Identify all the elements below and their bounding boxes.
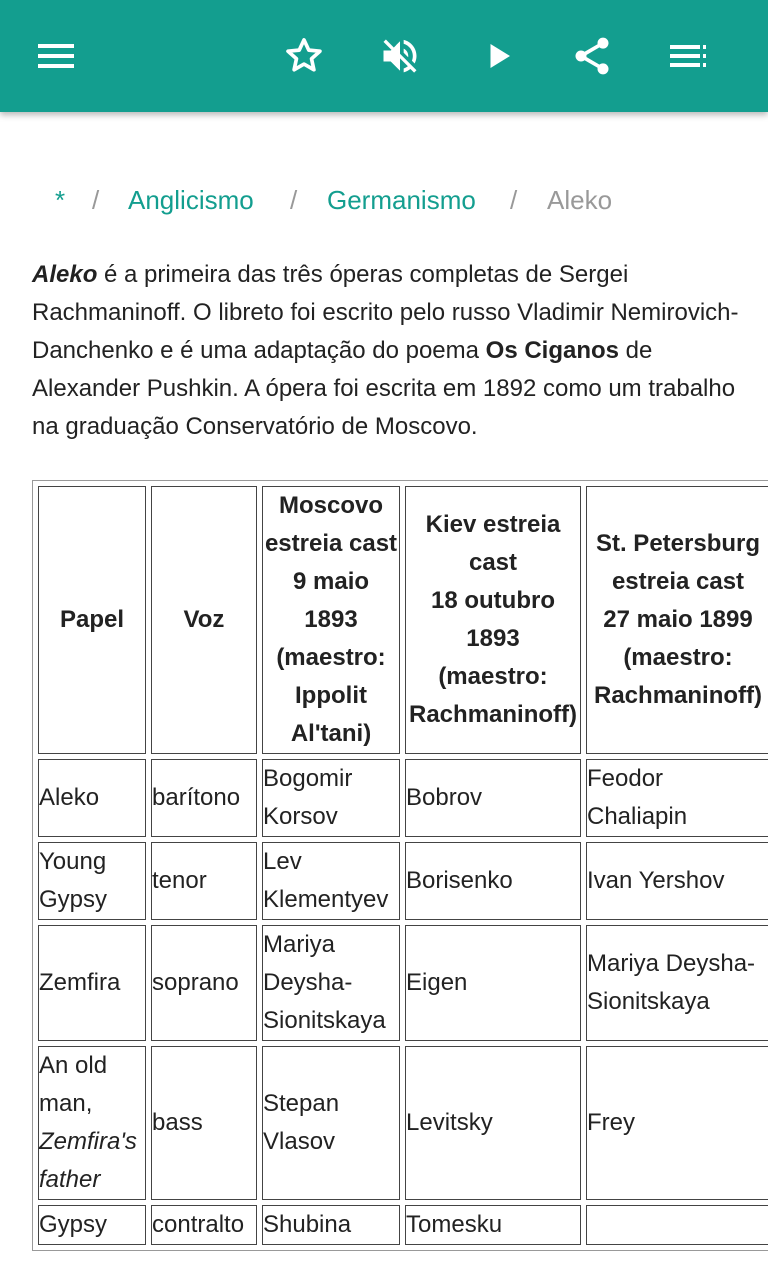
article-title-word: Aleko xyxy=(32,261,98,288)
article-intro xyxy=(32,256,742,446)
app-toolbar xyxy=(0,0,768,112)
share-icon xyxy=(570,34,614,78)
breadcrumb-separator: / xyxy=(510,185,518,215)
cell-voice: contralto xyxy=(151,1205,257,1245)
breadcrumb-separator: / xyxy=(290,185,298,215)
table-row xyxy=(38,1046,768,1200)
cell-role-note: Zemfira's father xyxy=(39,1128,137,1193)
table-row xyxy=(38,759,768,837)
header-voz: Voz xyxy=(151,486,257,754)
playlist-button[interactable] xyxy=(652,20,724,92)
menu-button[interactable] xyxy=(20,20,92,92)
poem-title-link[interactable]: Os Ciganos xyxy=(485,337,620,364)
table-row xyxy=(38,925,768,1041)
cell-moscow: Stepan Vlasov xyxy=(262,1046,400,1200)
play-icon xyxy=(480,38,516,74)
cell-role: Gypsy xyxy=(38,1205,146,1245)
cast-table-container[interactable] xyxy=(32,480,768,1280)
cell-role: Young Gypsy xyxy=(38,842,146,920)
cell-moscow: Bogomir Korsov xyxy=(262,759,400,837)
table-row xyxy=(38,842,768,920)
cell-voice: bass xyxy=(151,1046,257,1200)
table-row xyxy=(38,1205,768,1245)
breadcrumb xyxy=(0,178,768,222)
cell-kiev: Eigen xyxy=(405,925,581,1041)
cell-petersburg xyxy=(586,1205,768,1245)
header-petersburg-cast: St. Petersburg estreia cast 27 maio 1899 (maestro: Rachmaninoff) xyxy=(586,486,768,754)
cell-kiev: Borisenko xyxy=(405,842,581,920)
breadcrumb-home[interactable]: * xyxy=(55,185,66,215)
menu-icon xyxy=(36,36,76,76)
volume-off-icon xyxy=(378,34,422,78)
favorite-button[interactable] xyxy=(268,20,340,92)
cell-kiev: Tomesku xyxy=(405,1205,581,1245)
playlist-icon xyxy=(668,36,708,76)
share-button[interactable] xyxy=(556,20,628,92)
cell-voice: barítono xyxy=(151,759,257,837)
cell-voice: tenor xyxy=(151,842,257,920)
cell-kiev: Bobrov xyxy=(405,759,581,837)
cell-voice: soprano xyxy=(151,925,257,1041)
cell-petersburg: Mariya Deysha-Sionitskaya xyxy=(586,925,768,1041)
cell-role: Aleko xyxy=(38,759,146,837)
table-header-row xyxy=(38,486,768,754)
cell-petersburg: Feodor Chaliapin xyxy=(586,759,768,837)
header-kiev-cast: Kiev estreia cast 18 outubro 1893 (maestro: Rachmaninoff) xyxy=(405,486,581,754)
cell-moscow: Shubina xyxy=(262,1205,400,1245)
breadcrumb-separator: / xyxy=(92,185,100,215)
play-button[interactable] xyxy=(462,20,534,92)
header-moscow-cast: Moscovo estreia cast 9 maio 1893 (maestro: Ippolit Al'tani) xyxy=(262,486,400,754)
cell-petersburg: Frey xyxy=(586,1046,768,1200)
cell-moscow: Mariya Deysha-Sionitskaya xyxy=(262,925,400,1041)
cell-moscow: Lev Klementyev xyxy=(262,842,400,920)
cell-kiev: Levitsky xyxy=(405,1046,581,1200)
breadcrumb-item-anglicismo[interactable]: Anglicismo xyxy=(128,185,254,215)
article-text-1: é a primeira das três óperas completas de Sergei Rachmaninoff. O libreto foi escrito pelo russo Vladimir Nemirovich-Danchenko e é uma adaptação do poema xyxy=(32,261,739,364)
cell-role: Zemfira xyxy=(38,925,146,1041)
cast-table xyxy=(32,480,768,1251)
mute-button[interactable] xyxy=(364,20,436,92)
breadcrumb-item-germanismo[interactable]: Germanismo xyxy=(327,185,476,215)
article-text-2: de Alexander Pushkin. A ópera foi escrita em 1892 como um trabalho na graduação Conservatório de Moscovo. xyxy=(32,337,736,440)
star-icon xyxy=(282,34,326,78)
header-papel: Papel xyxy=(38,486,146,754)
cell-petersburg: Ivan Yershov xyxy=(586,842,768,920)
breadcrumb-current: Aleko xyxy=(547,185,613,215)
cell-role: An old man, Zemfira's father xyxy=(38,1046,146,1200)
